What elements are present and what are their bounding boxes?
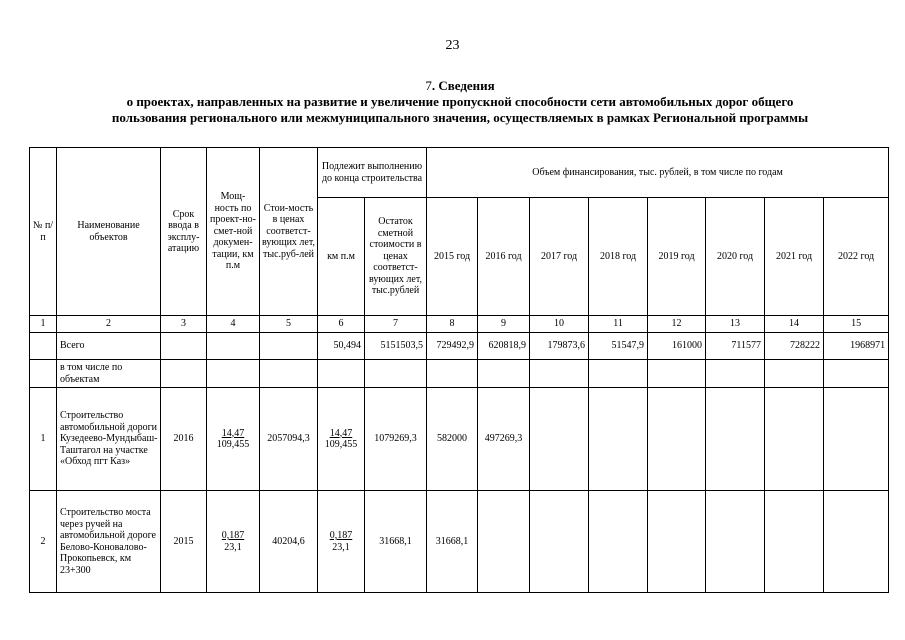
header-year-2016: 2016 год [478, 198, 530, 316]
item-name: Строительство моста через ручей на автомобильной дороге Белово-Коновалово-Прокопьевск, км 23+300 [57, 491, 161, 593]
total-term-cell [161, 333, 207, 360]
column-number: 13 [706, 316, 765, 333]
item-km-top: 14,47 [329, 427, 353, 439]
item-km-bottom: 109,455 [324, 439, 358, 450]
column-number: 3 [161, 316, 207, 333]
header-name: Наименование объектов [57, 148, 161, 316]
document-title [30, 78, 890, 126]
total-2021: 728222 [765, 333, 824, 360]
header-year-2019: 2019 год [648, 198, 706, 316]
column-number: 12 [648, 316, 706, 333]
total-2020: 711577 [706, 333, 765, 360]
header-year-2015: 2015 год [427, 198, 478, 316]
item-km [318, 491, 365, 593]
item-capacity-km: 0,187 [221, 530, 245, 541]
header-year-2017: 2017 год [530, 198, 589, 316]
including-label: в том числе по объектам [57, 360, 161, 388]
item-km-top: 0,187 [329, 530, 353, 541]
header-year-2021: 2021 год [765, 198, 824, 316]
title-line-3: пользования регионального или межмуниципального значения, осуществляемых в рамках Региональной программы [111, 110, 809, 125]
column-number: 10 [530, 316, 589, 333]
item-cost: 2057094,3 [260, 388, 318, 491]
column-number: 15 [824, 316, 889, 333]
item-capacity [207, 388, 260, 491]
column-number: 9 [478, 316, 530, 333]
column-number: 5 [260, 316, 318, 333]
column-number: 4 [207, 316, 260, 333]
total-2019: 161000 [648, 333, 706, 360]
header-subject: Подлежит выполнению до конца строительства [318, 148, 427, 198]
item-2016: 497269,3 [478, 388, 530, 491]
column-number: 6 [318, 316, 365, 333]
item-rest: 1079269,3 [365, 388, 427, 491]
item-num: 2 [30, 491, 57, 593]
total-row [30, 333, 889, 360]
item-name: Строительство автомобильной дороги Кузедеево-Мундыбаш-Таштагол на участке «Обход пгт Каз» [57, 388, 161, 491]
header-subject-rest: Остаток сметной стоимости в ценах соответст-вующих лет, тыс.рублей [365, 198, 427, 316]
header-cost: Стои-мость в ценах соответст-вующих лет, тыс.руб-лей [260, 148, 318, 316]
item-capacity-pm: 109,455 [216, 439, 250, 450]
page-number: 23 [445, 38, 460, 53]
total-2018: 51547,9 [589, 333, 648, 360]
item-num: 1 [30, 388, 57, 491]
header-subject-km: км п.м [318, 198, 365, 316]
table-row [30, 491, 889, 593]
item-km [318, 388, 365, 491]
column-number: 7 [365, 316, 427, 333]
table-row [30, 388, 889, 491]
title-heading: 7. Сведения [425, 78, 495, 93]
including-row [30, 360, 889, 388]
item-2015: 582000 [427, 388, 478, 491]
item-2015: 31668,1 [427, 491, 478, 593]
item-capacity [207, 491, 260, 593]
header-financing: Объем финансирования, тыс. рублей, в том числе по годам [427, 148, 889, 198]
header-capacity: Мощ-ность по проект-но-смет-ной докумен-тации, км п.м [207, 148, 260, 316]
column-number: 8 [427, 316, 478, 333]
item-cost: 40204,6 [260, 491, 318, 593]
column-number: 2 [57, 316, 161, 333]
total-rest: 5151503,5 [365, 333, 427, 360]
title-line-2: о проектах, направленных на развитие и увеличение пропускной способности сети автомобильных дорог общего [126, 94, 794, 109]
projects-table [29, 147, 889, 593]
total-2017: 179873,6 [530, 333, 589, 360]
total-cost-cell [260, 333, 318, 360]
total-km: 50,494 [318, 333, 365, 360]
column-number: 1 [30, 316, 57, 333]
item-term: 2016 [161, 388, 207, 491]
header-year-2018: 2018 год [589, 198, 648, 316]
item-km-bottom: 23,1 [332, 541, 350, 553]
header-num: № п/п [30, 148, 57, 316]
total-num-cell [30, 333, 57, 360]
total-label: Всего [57, 333, 161, 360]
total-2016: 620818,9 [478, 333, 530, 360]
total-2022: 1968971 [824, 333, 889, 360]
item-term: 2015 [161, 491, 207, 593]
item-capacity-pm: 23,1 [224, 541, 242, 553]
header-row-1 [30, 148, 889, 198]
column-number-row [30, 316, 889, 333]
column-number: 14 [765, 316, 824, 333]
header-year-2020: 2020 год [706, 198, 765, 316]
column-number: 11 [589, 316, 648, 333]
header-term: Срок ввода в эксплу-атацию [161, 148, 207, 316]
header-year-2022: 2022 год [824, 198, 889, 316]
item-rest: 31668,1 [365, 491, 427, 593]
total-capacity-cell [207, 333, 260, 360]
total-2015: 729492,9 [427, 333, 478, 360]
item-capacity-km: 14,47 [221, 427, 245, 439]
